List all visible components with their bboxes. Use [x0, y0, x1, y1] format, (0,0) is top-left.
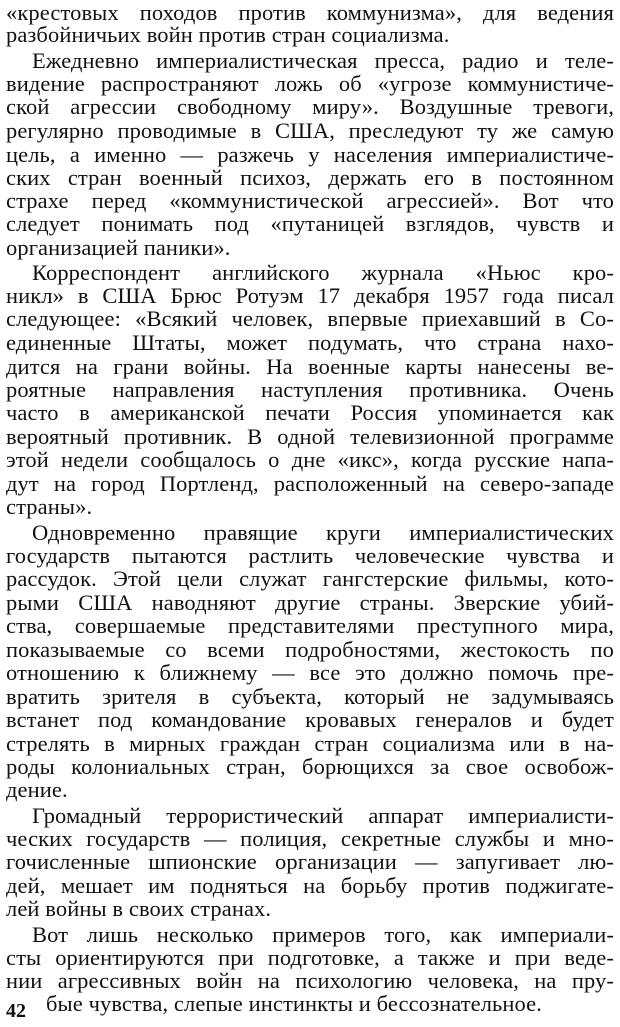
text-line: лей войны в своих странах. — [6, 896, 272, 921]
paragraph-first-line: Корреспондент английского журнала «Ньюс кро- — [32, 260, 614, 285]
text-line: рассудок. Этой цели служат гангстерские фильмы, кото- — [6, 566, 614, 591]
text-line: страны». — [6, 494, 93, 519]
text-line: гочисленные шпионские организации — запугивает лю- — [6, 849, 614, 874]
text-line: страхе перед «коммунистической агрессией». Вот что — [6, 188, 614, 213]
text-line: регулярно проводимые в США, преследуют ту же самую — [6, 118, 614, 143]
text-line: ческих государств — полиция, секретные службы и мно- — [6, 826, 614, 851]
text-line: отношению к ближнему — все это должно помочь пре- — [6, 660, 614, 685]
text-line: показываемые со всеми подробностями, жестокость по — [6, 637, 614, 662]
text-line: дей, мешает им подняться на борьбу против поджигате- — [6, 873, 614, 898]
text-line: вероятный противник. В одной телевизионной программе — [6, 424, 614, 449]
text-line: роятные направления наступления противника. Очень — [6, 377, 614, 402]
text-line: часто в американской печати Россия упоминается как — [6, 400, 614, 425]
book-page — [6, 0, 616, 1027]
text-line: роды колониальных стран, борющихся за свое освобож- — [6, 754, 614, 779]
text-line: вратить зрителя в субъекта, который не задумываясь — [6, 684, 614, 709]
text-line: бые чувства, слепые инстинкты и бессознательное. — [46, 991, 542, 1016]
text-line: стрелять в мирных граждан стран социализма или в на- — [6, 731, 614, 756]
paragraph-first-line: Вот лишь несколько примеров того, как империали- — [32, 922, 614, 947]
text-line: нии агрессивных войн на психологию человека, на пру- — [6, 968, 614, 993]
text-line: ства, совершаемые представителями преступного мира, — [6, 613, 614, 638]
text-line: цель, а именно — разжечь у населения империалистиче- — [6, 142, 614, 167]
page-number: 42 — [6, 1000, 26, 1022]
text-line: видение распространяют ложь об «угрозе коммунистиче- — [6, 71, 614, 96]
paragraph-first-line: Ежедневно империалистическая пресса, радио и теле- — [32, 48, 614, 73]
text-line: рыми США наводняют другие страны. Зверские убий- — [6, 590, 614, 615]
text-line: дение. — [6, 777, 68, 802]
text-line: этой недели сообщалось о дне «икс», когда русские напа- — [6, 447, 614, 472]
paragraph-first-line: Одновременно правящие круги империалистических — [32, 520, 614, 545]
text-line: ской агрессии свободному миру». Воздушные тревоги, — [6, 94, 614, 119]
text-line: государств пытаются растлить человеческие чувства и — [6, 543, 614, 568]
text-line: никл» в США Брюс Ротуэм 17 декабря 1957 года писал — [6, 283, 614, 308]
text-line: сты ориентируются при подготовке, а также и при веде- — [6, 945, 614, 970]
text-line: единенные Штаты, может подумать, что страна нахо- — [6, 330, 614, 355]
text-line: встанет под командование кровавых генералов и будет — [6, 707, 614, 732]
text-line: ских стран военный психоз, держать его в постоянном — [6, 165, 614, 190]
text-line: разбойничьих войн против стран социализма. — [6, 22, 450, 47]
text-line: «крестовых походов против коммунизма», для ведения — [6, 0, 614, 25]
text-line: следующее: «Всякий человек, впервые приехавший в Со- — [6, 306, 614, 331]
text-line: следует понимать под «путаницей взглядов, чувств и — [6, 211, 614, 236]
paragraph-first-line: Громадный террористический аппарат империалисти- — [32, 803, 614, 828]
text-line: организацией паники». — [6, 235, 231, 260]
text-line: дут на город Портленд, расположенный на северо-западе — [6, 471, 614, 496]
text-line: дится на грани войны. На военные карты нанесены ве- — [6, 354, 614, 379]
